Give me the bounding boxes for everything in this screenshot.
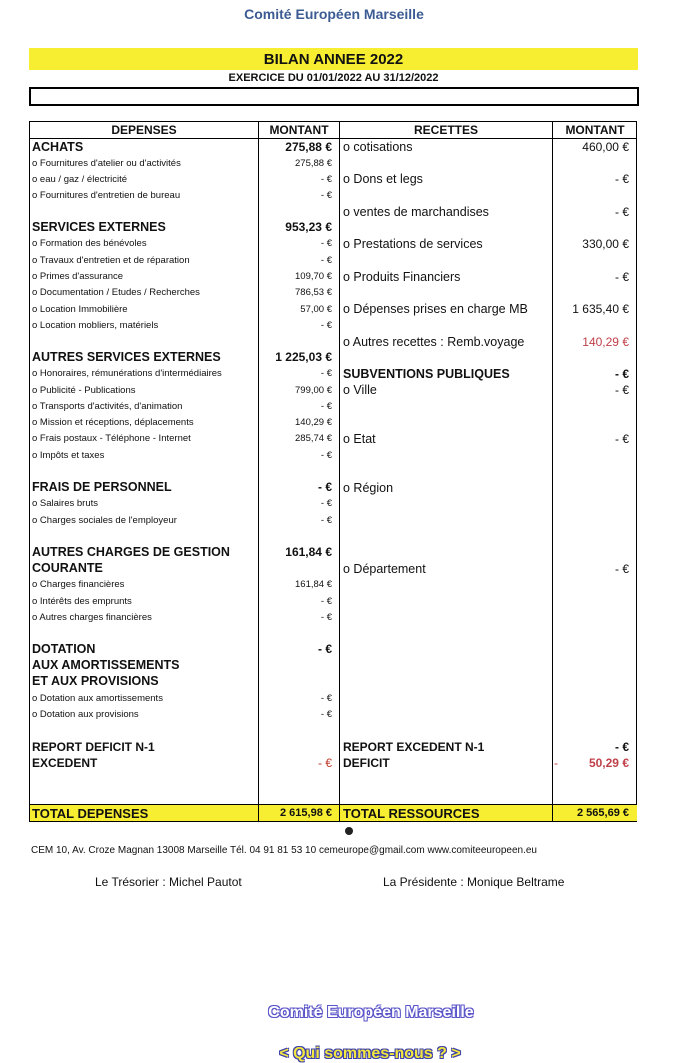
cat-personnel-amount: - € (317, 480, 332, 494)
rec-subventions-amount: - € (614, 367, 629, 381)
report-title: BILAN ANNEE 2022 (29, 48, 638, 70)
excedent-label: EXCEDENT (32, 756, 98, 770)
item-label: o Salaires bruts (32, 498, 99, 509)
item-amount: - € (320, 693, 332, 704)
rec-ventes: o ventes de marchandises (343, 205, 489, 219)
qui-sommes-nous-link[interactable]: < Qui sommes-nous ? > (279, 1045, 461, 1062)
item-amount: - € (320, 320, 332, 331)
item-label: o Location Immobilière (32, 304, 128, 315)
org-title: Comité Européen Marseille (244, 6, 424, 22)
item-label: o Fournitures d'entretien de bureau (32, 190, 181, 201)
balance-table (29, 121, 637, 822)
rec-deficit: DEFICIT (343, 756, 390, 770)
header-montant-rec: MONTANT (565, 123, 625, 137)
col-divider (339, 122, 340, 821)
rec-cotisations: o cotisations (343, 140, 413, 154)
exercise-period: EXERCICE DU 01/01/2022 AU 31/12/2022 (228, 72, 439, 84)
rec-departement-amount: - € (614, 562, 629, 576)
rec-deficit-dash: - (554, 756, 558, 770)
item-label: o Frais postaux - Téléphone - Internet (32, 433, 191, 444)
rec-report-excedent-amount: - € (614, 740, 629, 754)
footer-org-link[interactable]: Comité Européen Marseille (268, 1004, 474, 1021)
rec-report-excedent: REPORT EXCEDENT N-1 (343, 740, 485, 754)
item-amount: 109,70 € (295, 271, 332, 282)
col-divider (552, 122, 553, 821)
cat-gestion: AUTRES CHARGES DE GESTION (32, 545, 230, 559)
item-label: o Documentation / Etudes / Recherches (32, 287, 200, 298)
empty-box (29, 87, 639, 106)
item-amount: - € (320, 238, 332, 249)
item-amount: - € (320, 596, 332, 607)
item-amount: 161,84 € (295, 579, 332, 590)
item-label: o eau / gaz / électricité (32, 174, 128, 185)
cat-services-externes-amount: 953,23 € (285, 220, 332, 234)
report-deficit-label: REPORT DEFICIT N-1 (32, 740, 155, 754)
rec-region: o Région (343, 481, 394, 495)
col-divider (258, 122, 259, 821)
rec-etat-amount: - € (614, 432, 629, 446)
item-amount: - € (320, 612, 332, 623)
item-label: o Charges sociales de l'employeur (32, 515, 177, 526)
item-amount: - € (320, 190, 332, 201)
item-amount: 140,29 € (295, 417, 332, 428)
header-montant-dep: MONTANT (269, 123, 329, 137)
item-amount: - € (320, 709, 332, 720)
rec-ville-amount: - € (614, 383, 629, 397)
item-amount: - € (320, 515, 332, 526)
header-rule (30, 138, 636, 139)
total-depenses-label: TOTAL DEPENSES (32, 806, 149, 821)
item-label: o Transports d'activités, d'animation (32, 401, 183, 412)
rec-depenses-mb: o Dépenses prises en charge MB (343, 302, 528, 316)
cat-dotation-amount: - € (317, 642, 332, 656)
total-ressources-amount: 2 565,69 € (577, 807, 629, 819)
cat-dotation-line2: AUX AMORTISSEMENTS (32, 658, 180, 672)
signature-presidente: La Présidente : Monique Beltrame (383, 875, 565, 889)
item-amount: 786,53 € (295, 287, 332, 298)
item-label: o Dotation aux amortissements (32, 693, 163, 704)
total-ressources-label: TOTAL RESSOURCES (343, 806, 480, 821)
rec-financiers-amount: - € (614, 270, 629, 284)
rec-prestations-amount: 330,00 € (582, 237, 629, 251)
item-label: o Impôts et taxes (32, 450, 105, 461)
item-amount: 799,00 € (295, 385, 332, 396)
excedent-amount: - € (317, 756, 332, 770)
rec-dons: o Dons et legs (343, 172, 423, 186)
header-depenses: DEPENSES (111, 123, 177, 137)
item-label: o Intérêts des emprunts (32, 596, 132, 607)
rec-prestations: o Prestations de services (343, 237, 483, 251)
rec-ville: o Ville (343, 383, 377, 397)
item-amount: 275,88 € (295, 158, 332, 169)
item-amount: - € (320, 174, 332, 185)
cat-dotation-line3: ET AUX PROVISIONS (32, 674, 159, 688)
item-amount: 285,74 € (295, 433, 332, 444)
item-label: o Dotation aux provisions (32, 709, 139, 720)
bullet-dot (345, 827, 353, 835)
item-amount: 57,00 € (300, 304, 332, 315)
item-amount: - € (320, 498, 332, 509)
item-amount: - € (320, 450, 332, 461)
cat-autres-services: AUTRES SERVICES EXTERNES (32, 350, 221, 364)
rec-autres-amount: 140,29 € (582, 335, 629, 349)
cat-achats-amount: 275,88 € (285, 140, 332, 154)
item-label: o Fournitures d'atelier ou d'activités (32, 158, 181, 169)
rec-depenses-mb-amount: 1 635,40 € (572, 302, 629, 316)
cat-achats: ACHATS (32, 140, 84, 154)
rec-etat: o Etat (343, 432, 376, 446)
item-amount: - € (320, 401, 332, 412)
signature-tresorier: Le Trésorier : Michel Pautot (95, 875, 242, 889)
item-label: o Autres charges financières (32, 612, 152, 623)
rec-departement: o Département (343, 562, 426, 576)
cat-autres-services-amount: 1 225,03 € (275, 350, 332, 364)
rec-financiers: o Produits Financiers (343, 270, 461, 284)
item-label: o Travaux d'entretien et de réparation (32, 255, 190, 266)
cat-gestion-line2: COURANTE (32, 561, 103, 575)
rec-ventes-amount: - € (614, 205, 629, 219)
item-amount: - € (320, 255, 332, 266)
rec-autres: o Autres recettes : Remb.voyage (343, 335, 525, 349)
rec-cotisations-amount: 460,00 € (582, 140, 629, 154)
cat-dotation: DOTATION (32, 642, 96, 656)
item-label: o Honoraires, rémunérations d'intermédiaires (32, 368, 222, 379)
cat-personnel: FRAIS DE PERSONNEL (32, 480, 172, 494)
footer-address: CEM 10, Av. Croze Magnan 13008 Marseille Tél. 04 91 81 53 10 cemeurope@gmail.com www.comiteeuropeen.eu (31, 845, 537, 856)
total-depenses-amount: 2 615,98 € (280, 807, 332, 819)
item-label: o Mission et réceptions, déplacements (32, 417, 194, 428)
item-label: o Charges financières (32, 579, 125, 590)
item-label: o Publicité - Publications (32, 385, 136, 396)
item-label: o Formation des bénévoles (32, 238, 147, 249)
cat-gestion-amount: 161,84 € (285, 545, 332, 559)
rec-deficit-amount: 50,29 € (588, 756, 629, 770)
item-label: o Location mobliers, matériels (32, 320, 159, 331)
item-amount: - € (320, 368, 332, 379)
header-recettes: RECETTES (413, 123, 478, 137)
cat-services-externes: SERVICES EXTERNES (32, 220, 166, 234)
rec-dons-amount: - € (614, 172, 629, 186)
rec-subventions: SUBVENTIONS PUBLIQUES (343, 367, 510, 381)
item-label: o Primes d'assurance (32, 271, 124, 282)
